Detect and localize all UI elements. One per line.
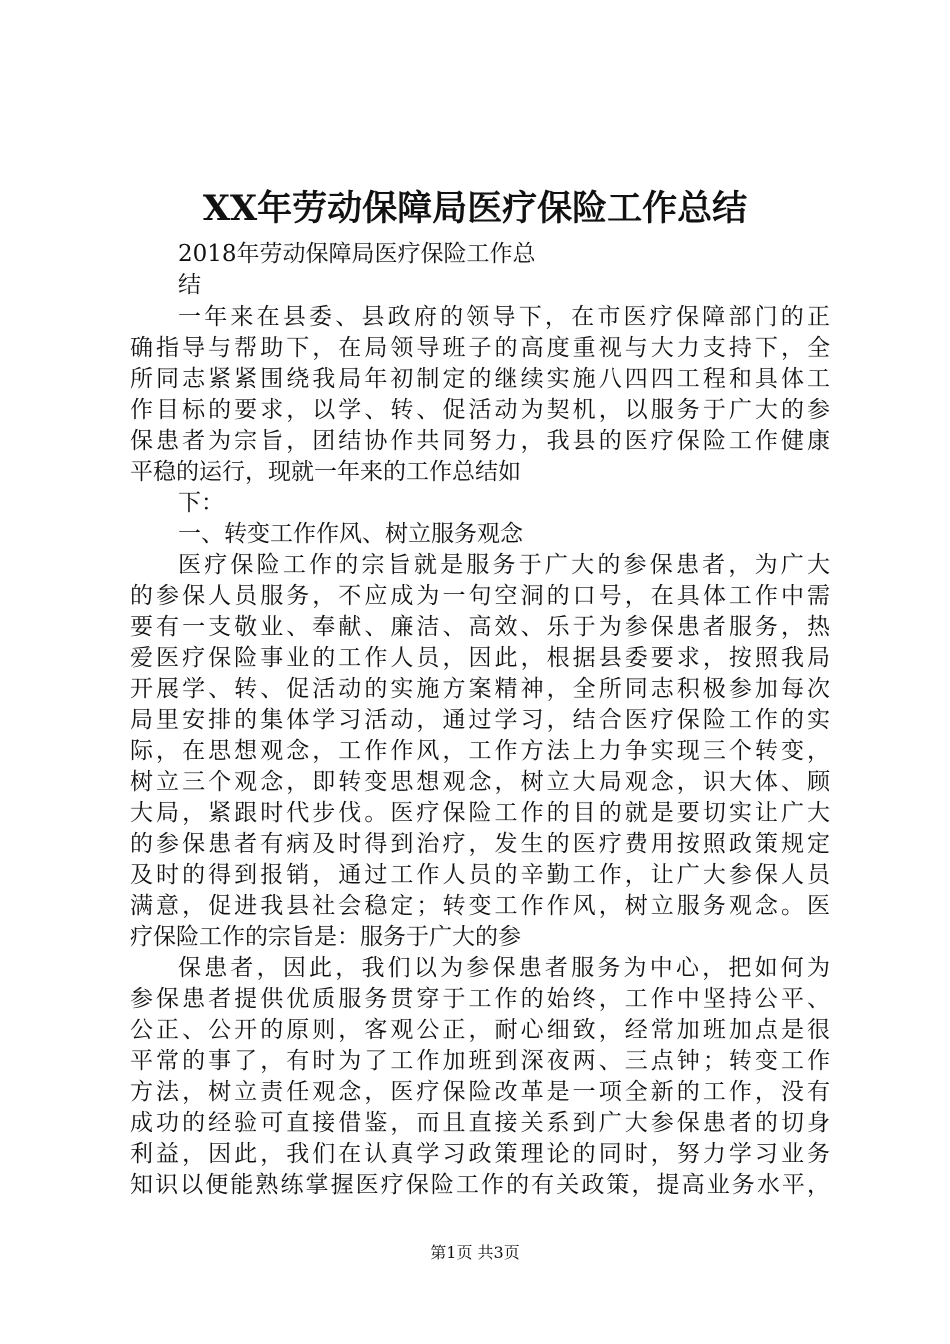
section-heading: 一、转变工作作风、树立服务观念 xyxy=(178,521,523,547)
text-line: 局里安排的集体学习活动，通过学习，结合医疗保险工作的实 xyxy=(130,707,830,733)
text-line: 保患者，因此，我们以为参保患者服务为中心，把如何为 xyxy=(178,955,830,981)
text-line: 要有一支敬业、奉献、廉洁、高效、乐于为参保患者服务，热 xyxy=(130,614,830,640)
text-line: 知识以便能熟练掌握医疗保险工作的有关政策，提高业务水平， xyxy=(130,1172,830,1198)
subtitle-line: 2018年劳动保障局医疗保险工作总 xyxy=(178,241,536,267)
text-line: 成功的经验可直接借鉴，而且直接关系到广大参保患者的切身 xyxy=(130,1110,830,1136)
text-line: 下： xyxy=(178,490,224,516)
text-line: 的参保人员服务，不应成为一句空洞的口号，在具体工作中需 xyxy=(130,583,830,609)
text-line: 开展学、转、促活动的实施方案精神，全所同志积极参加每次 xyxy=(130,676,830,702)
text-line: 利益，因此，我们在认真学习政策理论的同时，努力学习业务 xyxy=(130,1141,830,1167)
text-line: 际，在思想观念，工作作风，工作方法上力争实现三个转变， xyxy=(130,738,830,764)
text-line: 平稳的运行，现就一年来的工作总结如 xyxy=(130,459,521,485)
text-line: 公正、公开的原则，客观公正，耐心细致，经常加班加点是很 xyxy=(130,1017,830,1043)
text-line: 的参保患者有病及时得到治疗，发生的医疗费用按照政策规定 xyxy=(130,831,830,857)
text-line: 及时的得到报销，通过工作人员的辛勤工作，让广大参保人员 xyxy=(130,862,830,888)
text-line: 大局，紧跟时代步伐。医疗保险工作的目的就是要切实让广大 xyxy=(130,800,830,826)
text-line: 爱医疗保险事业的工作人员，因此，根据县委要求，按照我局 xyxy=(130,645,830,671)
text-line: 满意，促进我县社会稳定；转变工作作风，树立服务观念。医 xyxy=(130,893,830,919)
text-line: 方法，树立责任观念，医疗保险改革是一项全新的工作，没有 xyxy=(130,1079,830,1105)
text-line: 所同志紧紧围绕我局年初制定的继续实施八四四工程和具体工 xyxy=(130,366,830,392)
subtitle-line: 结 xyxy=(178,272,201,298)
text-line: 一年来在县委、县政府的领导下，在市医疗保障部门的正 xyxy=(178,304,830,330)
text-line: 医疗保险工作的宗旨就是服务于广大的参保患者，为广大 xyxy=(178,552,830,578)
text-line: 作目标的要求，以学、转、促活动为契机，以服务于广大的参 xyxy=(130,397,830,423)
text-line: 确指导与帮助下，在局领导班子的高度重视与大力支持下，全 xyxy=(130,335,830,361)
text-line: 疗保险工作的宗旨是：服务于广大的参 xyxy=(130,924,521,950)
document-title: XX年劳动保障局医疗保险工作总结 xyxy=(202,188,748,229)
text-line: 保患者为宗旨，团结协作共同努力，我县的医疗保险工作健康 xyxy=(130,428,830,454)
text-line: 参保患者提供优质服务贯穿于工作的始终，工作中坚持公平、 xyxy=(130,986,830,1012)
page-footer: 第1页 共3页 xyxy=(430,1243,520,1262)
text-line: 树立三个观念，即转变思想观念，树立大局观念，识大体、顾 xyxy=(130,769,830,795)
text-line: 平常的事了，有时为了工作加班到深夜两、三点钟；转变工作 xyxy=(130,1048,830,1074)
